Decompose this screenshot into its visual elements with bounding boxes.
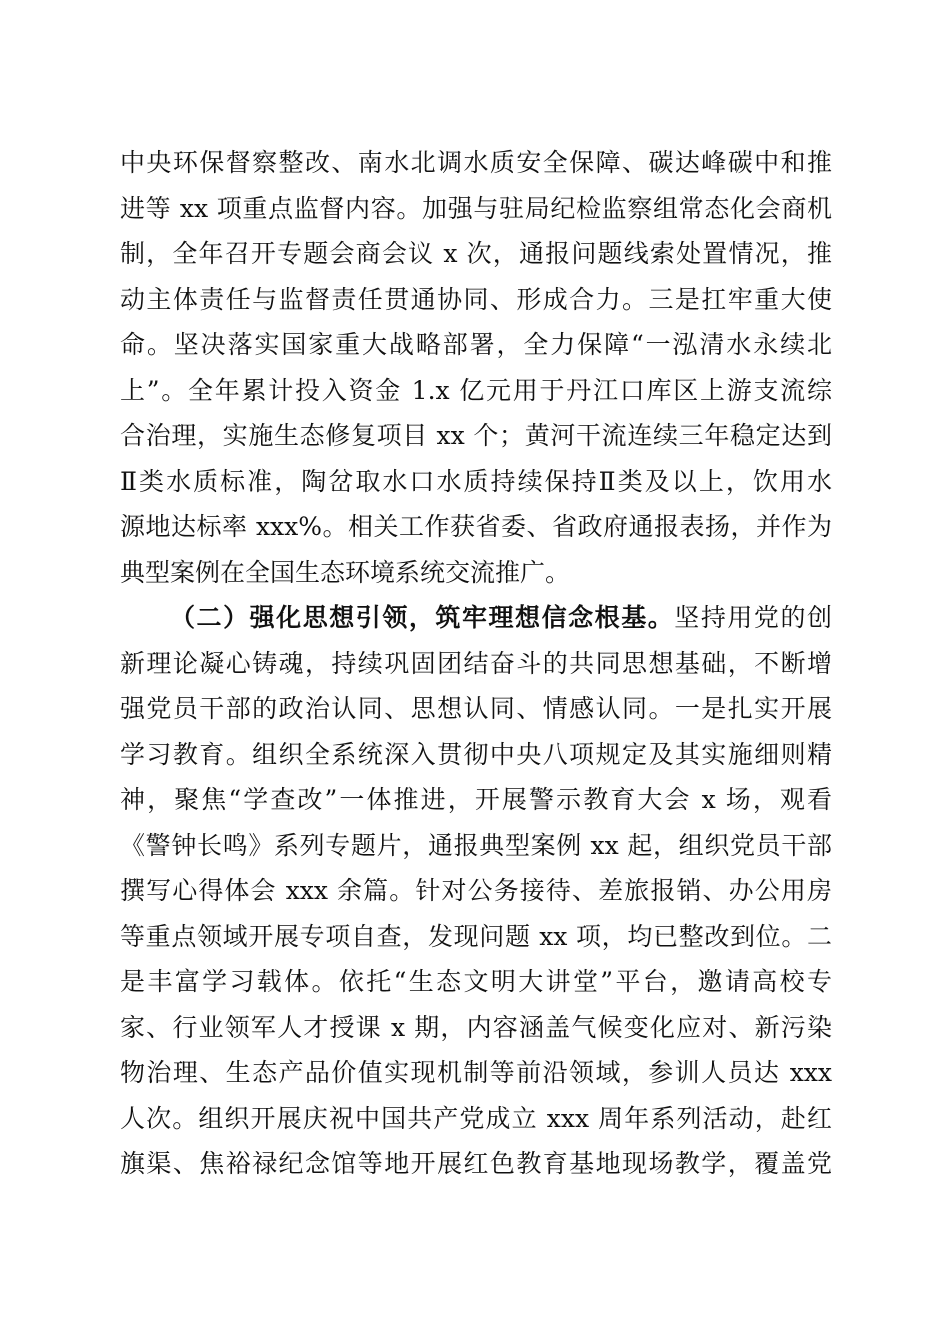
- text-line: 命。坚决落实国家重大战略部署，全力保障“一泓清水永续北: [120, 330, 832, 359]
- section-heading: （二）强化思想引领，筑牢理想信念根基。: [170, 603, 675, 632]
- text-line: 是丰富学习载体。依托“生态文明大讲堂”平台，邀请高校专: [120, 967, 832, 996]
- text-line: 制，全年召开专题会商会议 x 次，通报问题线索处置情况，推: [120, 239, 832, 268]
- text-line: 撰写心得体会 xxx 余篇。针对公务接待、差旅报销、办公用房: [120, 876, 832, 905]
- text-line: 《警钟长鸣》系列专题片，通报典型案例 xx 起，组织党员干部: [120, 830, 832, 860]
- text-line: 家、行业领军人才授课 x 期，内容涵盖气候变化应对、新污染: [120, 1012, 832, 1042]
- text-line: 动主体责任与监督责任贯通协同、形成合力。三是扛牢重大使: [120, 284, 832, 314]
- text-line: 典型案例在全国生态环境系统交流推广。: [120, 557, 571, 587]
- text-line: 上”。全年累计投入资金 1.x 亿元用于丹江口库区上游支流综: [120, 375, 832, 405]
- section-first-line: [120, 595, 832, 641]
- section-first-line-rest: 坚持用党的创: [674, 603, 832, 632]
- text-line: 强党员干部的政治认同、思想认同、情感认同。一是扎实开展: [120, 694, 832, 723]
- text-line: 源地达标率 xxx%。相关工作获省委、省政府通报表扬，并作为: [120, 512, 832, 541]
- text-line: 神，聚焦“学查改”一体推进，开展警示教育大会 x 场，观看: [120, 785, 832, 814]
- text-line: 合治理，实施生态修复项目 xx 个；黄河干流连续三年稳定达到: [120, 421, 832, 450]
- text-line: 进等 xx 项重点监督内容。加强与驻局纪检监察组常态化会商机: [120, 193, 832, 223]
- text-line: 物治理、生态产品价值实现机制等前沿领域，参训人员达 xxx: [120, 1058, 832, 1087]
- text-line: 学习教育。组织全系统深入贯彻中央八项规定及其实施细则精: [120, 739, 832, 769]
- text-line: 人次。组织开展庆祝中国共产党成立 xxx 周年系列活动，赴红: [120, 1103, 832, 1133]
- text-line: 旗渠、焦裕禄纪念馆等地开展红色教育基地现场教学，覆盖党: [120, 1149, 832, 1178]
- body-text: [120, 140, 832, 1187]
- text-line: 新理论凝心铸魂，持续巩固团结奋斗的共同思想基础，不断增: [120, 648, 832, 678]
- text-line: Ⅱ类水质标准，陶岔取水口水质持续保持Ⅱ类及以上，饮用水: [120, 466, 832, 496]
- text-line: 中央环保督察整改、南水北调水质安全保障、碳达峰碳中和推: [120, 148, 832, 177]
- text-line: 等重点领域开展专项自查，发现问题 xx 项，均已整改到位。二: [120, 921, 832, 951]
